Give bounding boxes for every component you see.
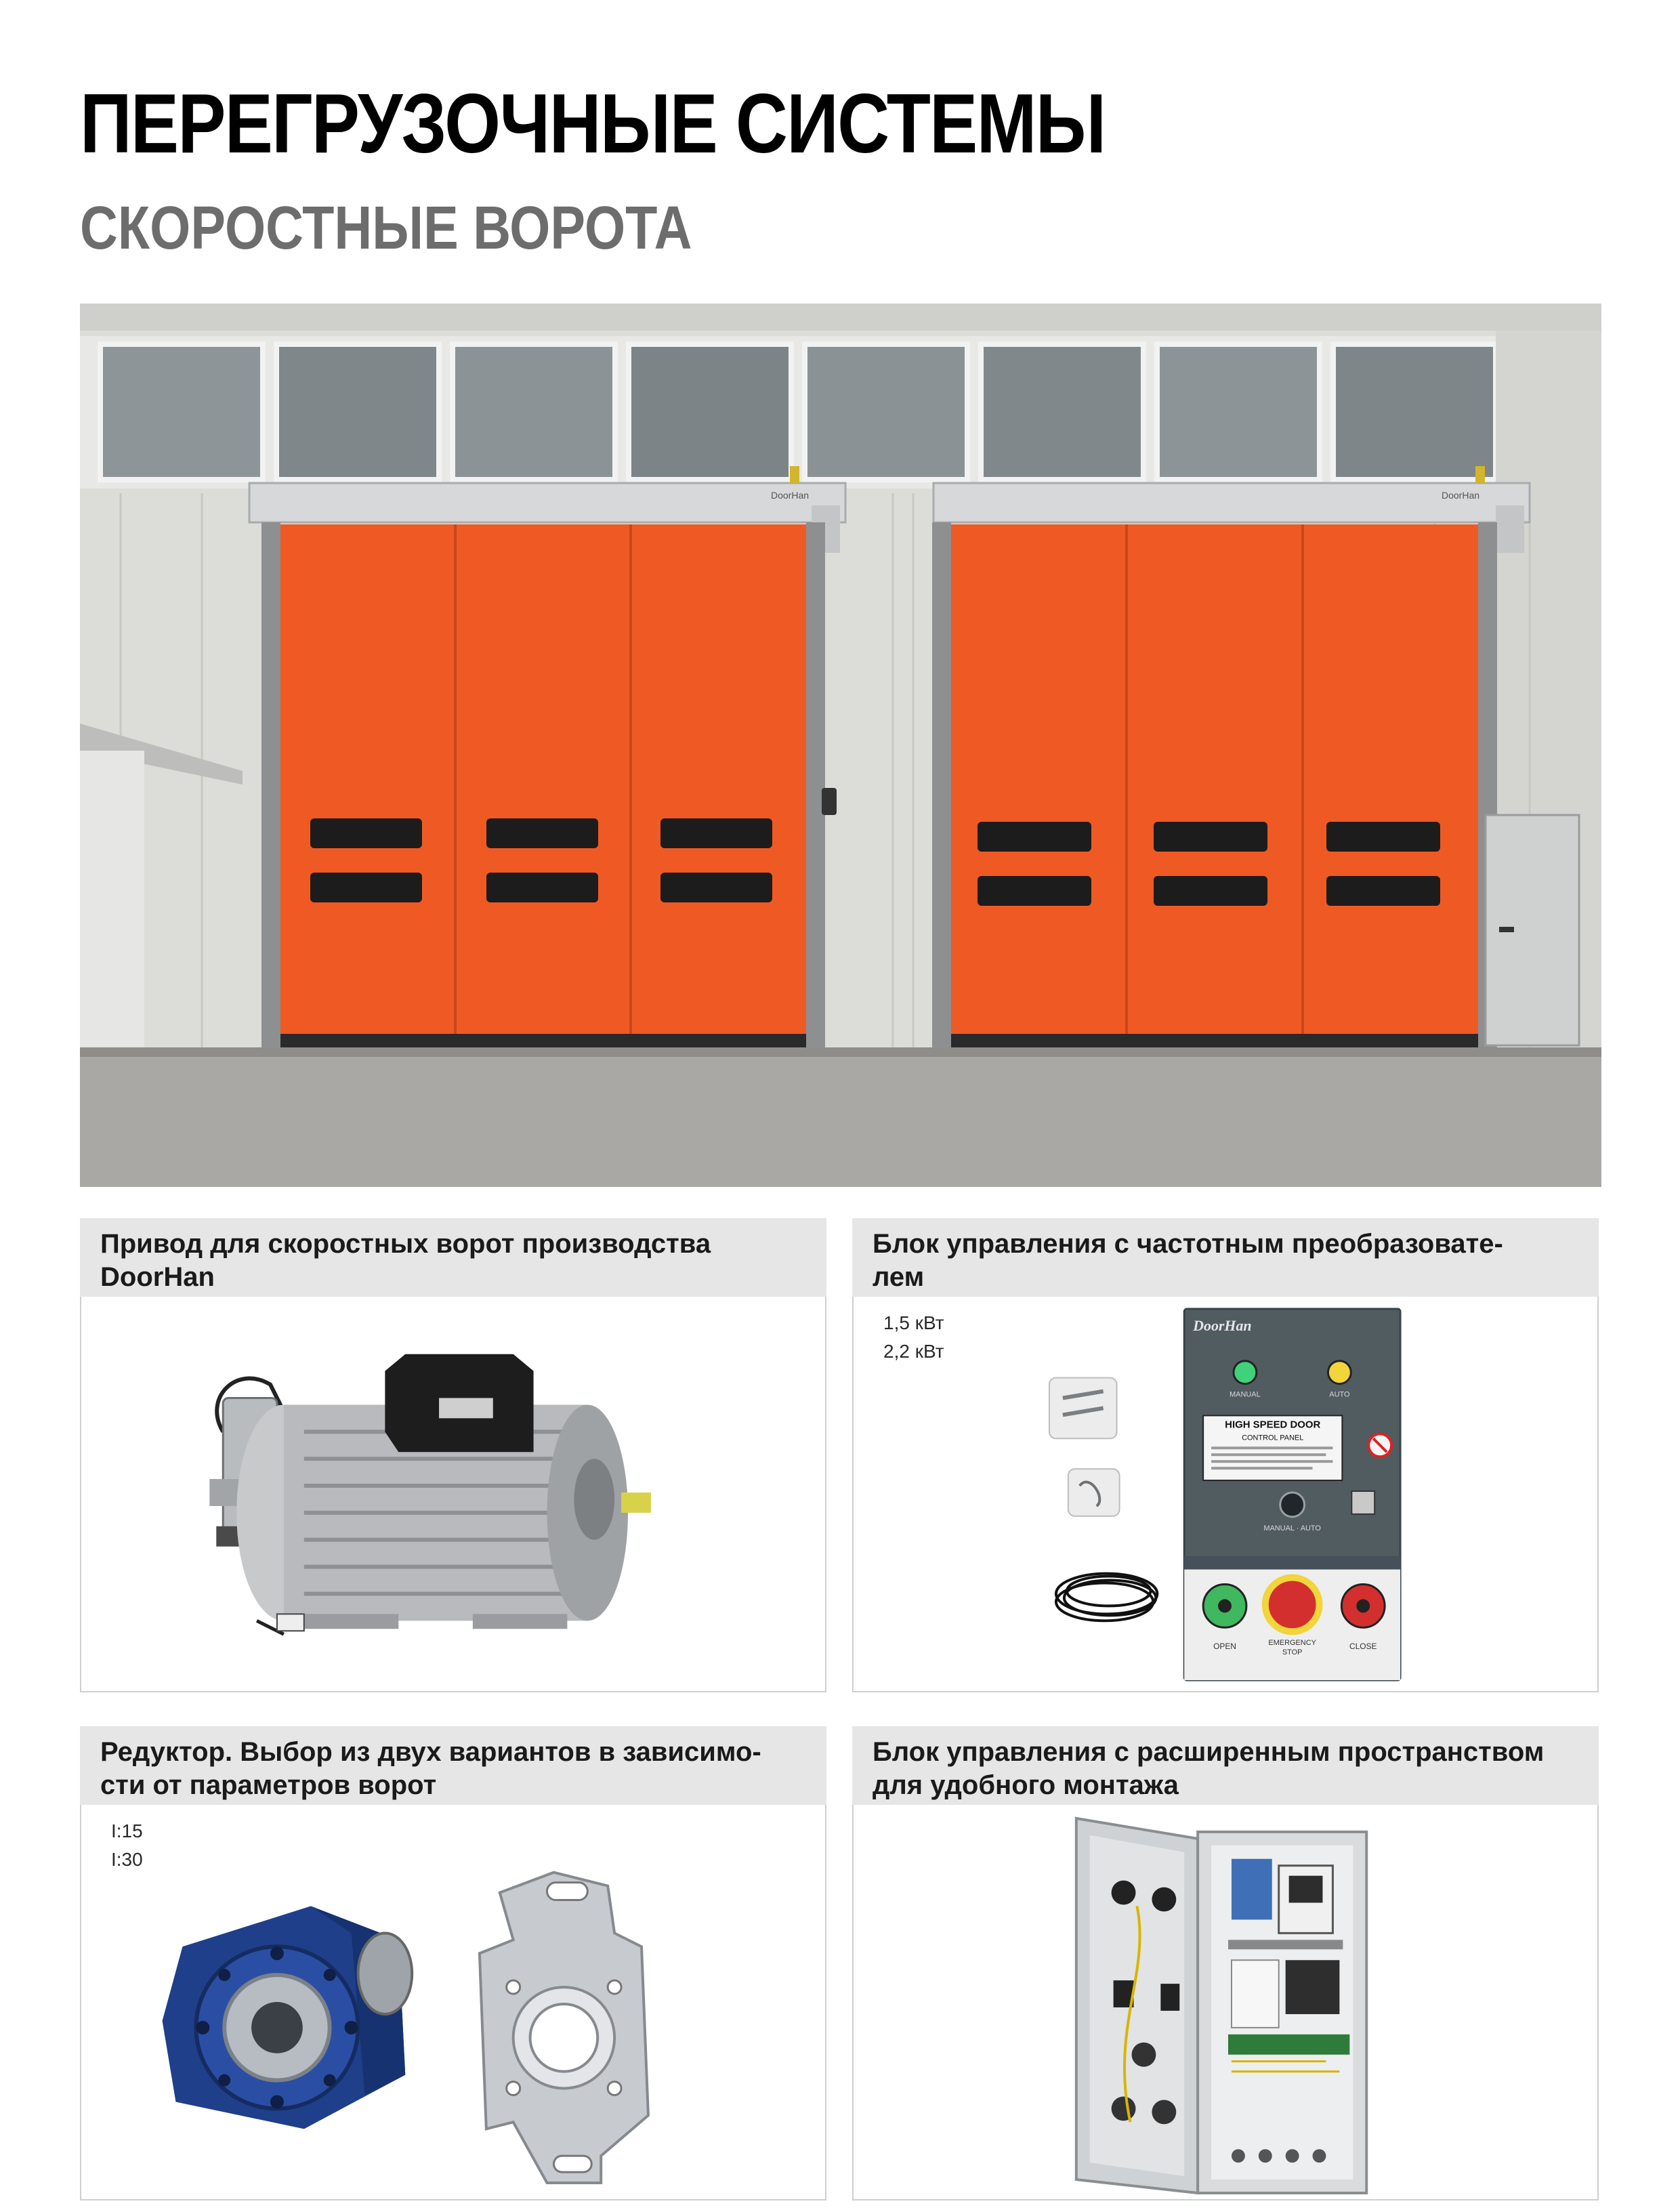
ratio-spec-2: I:30 [111,1849,143,1870]
ratio-spec-1: I:15 [111,1820,143,1841]
open-cabinet-illustration [854,1805,1597,2199]
power-spec-2: 2,2 кВт [883,1341,944,1362]
card-gearbox [80,1726,826,2200]
hero-door-brand-right: DoorHan [1442,490,1480,501]
card-control-unit-extended [852,1726,1599,2200]
motor-illustration [81,1297,825,1691]
card-control-unit-inverter [852,1218,1599,1692]
card-title-line-1: Редуктор. Выбор из двух вариантов в зависимо- [100,1737,761,1767]
card-title-line-2: лем [873,1262,925,1292]
gearbox-illustration [81,1805,825,2199]
card-title-line-1: Блок управления с частотным преобразовате- [873,1229,1503,1259]
power-spec-1: 1,5 кВт [883,1312,944,1333]
hero-photo-high-speed-doors [80,304,1601,1187]
panel-mode-label: MANUAL · AUTO [1263,1524,1321,1532]
panel-stop-label: STOP [1282,1648,1303,1657]
page-title: ПЕРЕГРУЗОЧНЫЕ СИСТЕМЫ [80,77,1106,171]
panel-open-label: OPEN [1213,1642,1236,1652]
control-panel-illustration [854,1297,1597,1691]
panel-manual-label: MANUAL [1230,1390,1261,1399]
panel-sign-title: HIGH SPEED DOOR [1225,1419,1321,1431]
panel-auto-label: AUTO [1329,1390,1350,1399]
high-speed-door-right [932,466,1530,1054]
pavement [80,1047,1601,1187]
card-control-unit-extended-image [852,1805,1599,2200]
mounting-bracket [480,1873,648,2183]
hero-illustration [80,304,1601,1187]
panel-emergency-label: EMERGENCY [1268,1639,1316,1648]
card-drive-motor-image [80,1297,826,1692]
page-subtitle: СКОРОСТНЫЕ ВОРОТА [80,194,692,262]
panel-close-label: CLOSE [1349,1642,1377,1652]
card-title-line-2: для удобного монтажа [873,1770,1179,1800]
card-gearbox-image [80,1805,826,2200]
panel-brand: DoorHan [1193,1316,1252,1334]
panel-sign-subtitle: CONTROL PANEL [1242,1434,1304,1442]
card-title-line-1: Блок управления с расширенным пространством [873,1737,1545,1767]
card-gearbox-title [80,1726,826,1805]
card-title-line-2: сти от параметров ворот [100,1770,437,1800]
card-control-unit-inverter-title [852,1218,1599,1297]
card-drive-motor-title: Привод для скоростных ворот производства DoorHan [80,1218,826,1297]
card-drive-motor [80,1218,826,1692]
high-speed-door-left [249,466,845,1054]
card-control-unit-inverter-image [852,1297,1599,1692]
card-control-unit-extended-title [852,1726,1599,1805]
hero-door-brand-left: DoorHan [771,490,810,501]
